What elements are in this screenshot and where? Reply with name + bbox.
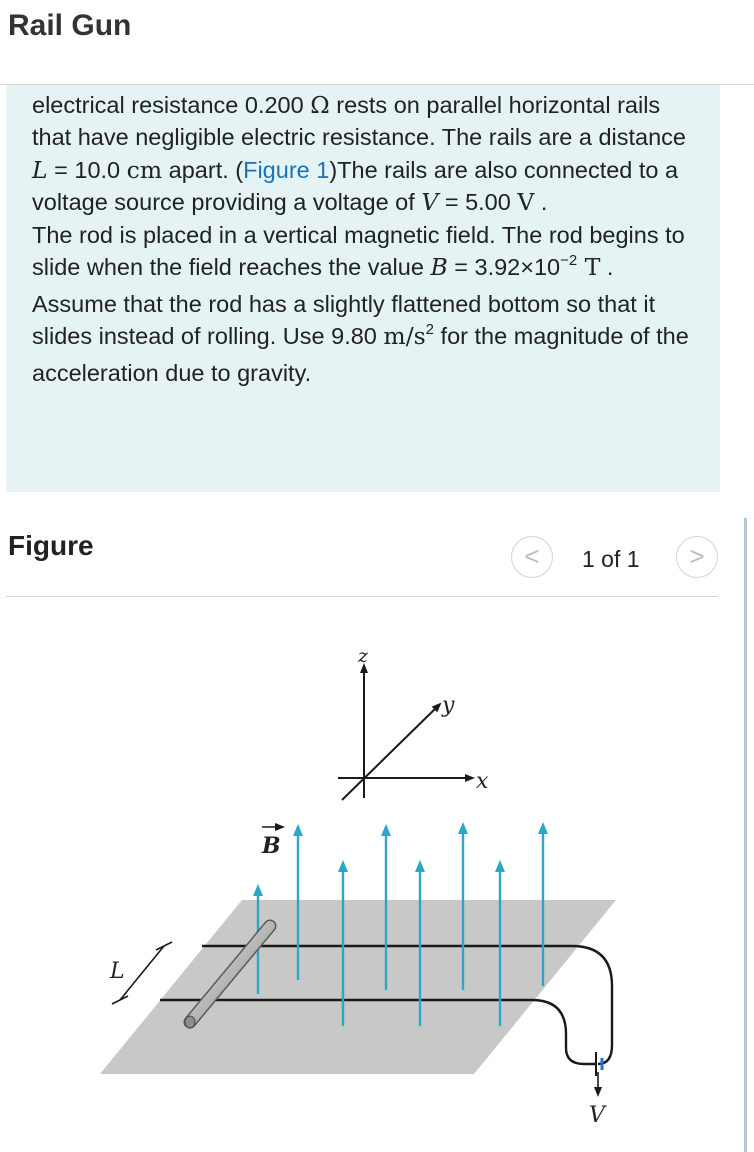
figure-1-link[interactable]: Figure 1: [243, 156, 330, 183]
chevron-left-icon: <: [524, 541, 540, 571]
battery-icon: [596, 1052, 602, 1092]
g-unit: m/s: [383, 322, 426, 350]
B-exponent: −2: [560, 252, 578, 269]
cm-unit: cm: [126, 155, 163, 184]
y-label: y: [442, 693, 455, 718]
problem-statement: [6, 56, 720, 492]
ohm-symbol: Ω: [310, 90, 330, 119]
V-label: V: [589, 1103, 605, 1128]
tesla-unit: T: [577, 253, 601, 281]
problem-paragraph-1: electrical resistance 0.200 Ω rests on parallel horizontal rails that have negligible electric resistance. The rails are a distance L = 10.0 cm apart. (Figure 1)The rails are also connected to a voltage source providing a voltage of V = 5.00 V .: [32, 56, 702, 219]
figure-heading: Figure: [8, 530, 94, 561]
L-label: L: [110, 959, 125, 984]
next-figure-button[interactable]: [676, 536, 718, 578]
rail-gun-figure: [0, 600, 744, 1152]
header: [0, 0, 754, 85]
B-field-label: B: [262, 833, 281, 859]
B-symbol: B: [430, 253, 448, 281]
horizontal-plane: [100, 900, 616, 1074]
figure-divider: [6, 596, 718, 597]
z-label: z: [358, 645, 369, 667]
volt-unit: V: [517, 188, 535, 216]
chevron-right-icon: >: [689, 541, 705, 571]
scroll-track: [744, 518, 747, 1152]
previous-figure-button[interactable]: [511, 536, 553, 578]
pager-text: 1 of 1: [582, 546, 640, 572]
g-exponent: 2: [425, 321, 435, 338]
x-label: x: [476, 769, 489, 794]
L-symbol: L: [32, 155, 48, 184]
V-symbol: V: [421, 188, 439, 216]
problem-text: [32, 70, 702, 389]
y-axis: [342, 706, 438, 800]
problem-paragraph-2: The rod is placed in a vertical magnetic field. The rod begins to slide when the field reaches the value $B = 3.92\times 10^{-2}$ T . Assume that the rod has a slightly flattened bottom so that it slides instead of rolling. Use 9.80 $m/s^2$ for the magnitude of the acceleration due to gravity.: [32, 221, 689, 386]
page-title: Rail Gun: [8, 9, 132, 42]
coordinate-axes: [338, 645, 489, 800]
